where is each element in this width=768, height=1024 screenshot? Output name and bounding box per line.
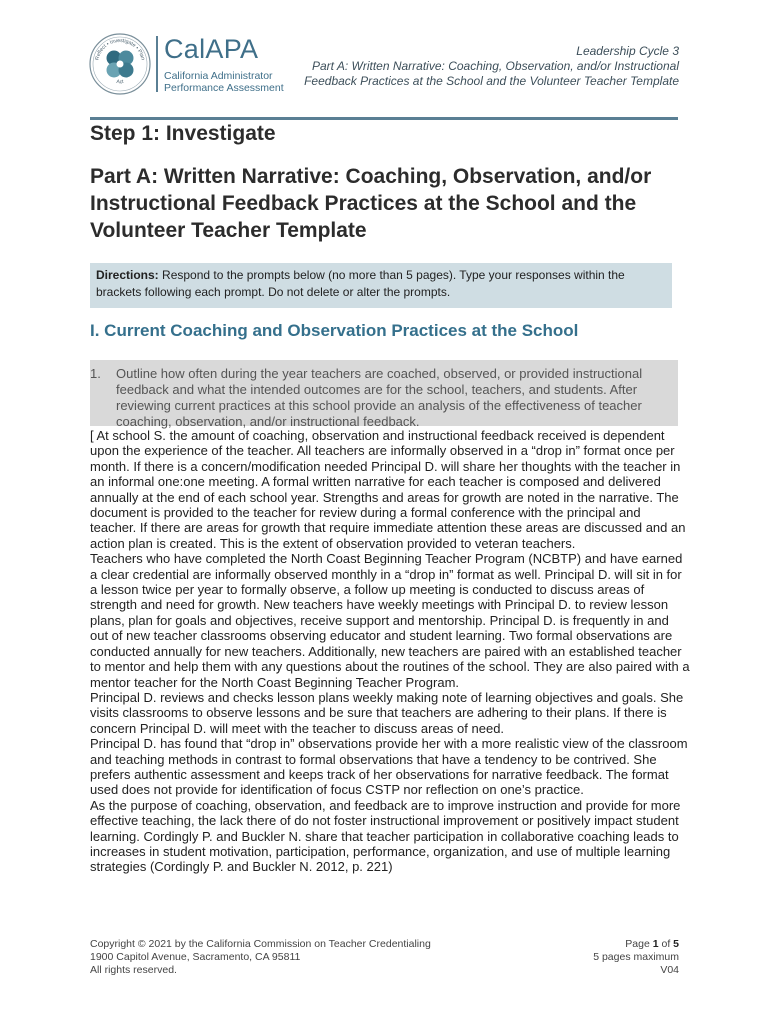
footer-rights: All rights reserved. <box>90 964 177 976</box>
logo-name: CalAPA <box>164 34 259 64</box>
calapa-logo <box>88 32 284 98</box>
logo-divider <box>156 36 158 92</box>
section-heading: I. Current Coaching and Observation Practices at the School <box>90 321 579 340</box>
seal-text-bottom: Act <box>116 78 125 86</box>
directions-text: Respond to the prompts below (no more than 5 pages). Type your responses within the brackets following each prompt. Do not delete or alter the prompts. <box>96 268 625 299</box>
prompt-text: Outline how often during the year teachers are coached, observed, or provided instructional feedback and what the intended outcomes are for the school, teachers, and students. After reviewing current practices at this school provide an analysis of the effectiveness of teacher coaching, observation, and/or instructional feedback. <box>116 366 643 429</box>
header-part-line2: Feedback Practices at the School and the Volunteer Teacher Template <box>304 74 679 88</box>
response-paragraph: Teachers who have completed the North Coast Beginning Teacher Program (NCBTP) and have earned a clear credential are informally observed monthly in a “drop in” format as well. Principal D. will sit in for a lesson twice per year to formally observe, a follow up meeting is conducted to discuss areas of strength and need for growth. New teachers have weekly meetings with Principal D. to review lesson plans, plan for goals and objectives, receive support and mentorship. Principal D. is frequently in and out of new teacher classrooms observing educator and student learning. Two formal observations are conducted annually for new teachers. Additionally, new teachers are paired with an established teacher to mentor and help them with any questions about the routines of the school. They are also paired with a mentor teacher for the North Coast Beginning Teacher Program. <box>90 551 690 690</box>
page-number: 1 <box>652 938 659 950</box>
page-label: Page <box>625 938 653 950</box>
page-of: of <box>658 938 674 950</box>
prompt-box <box>90 360 678 429</box>
response-paragraph: As the purpose of coaching, observation, and feedback are to improve instruction and provide for more effective teaching, the lack there of do not foster instructional improvement or positively impact student learning. Cordingly P. and Buckler N. share that teacher participation in collaborative coaching leads to increases in student motivation, participation, performance, organization, and use of multiple learning strategies (Cordingly P. and Buckler N. 2012, p. 221) <box>90 797 681 875</box>
footer-page-info <box>593 938 679 977</box>
header-cycle: Leadership Cycle 3 <box>576 44 679 58</box>
prompt-number: 1. <box>90 366 101 381</box>
calapa-seal-icon <box>88 32 152 96</box>
logo-subtitle-line2: Performance Assessment <box>164 82 284 94</box>
page-total: 5 <box>673 938 679 950</box>
step-title: Step 1: Investigate <box>90 122 276 145</box>
max-pages: 5 pages maximum <box>593 951 679 963</box>
document-header <box>304 44 679 89</box>
part-title: Part A: Written Narrative: Coaching, Observation, and/or Instructional Feedback Practices at the School and the Volunteer Teacher Template <box>90 165 652 242</box>
footer-copyright <box>90 938 431 977</box>
logo-subtitle <box>164 70 284 94</box>
logo-subtitle-line1: California Administrator <box>164 70 273 82</box>
response-paragraph: Principal D. reviews and checks lesson plans weekly making note of learning objectives and goals. She visits classrooms to observe lessons and be sure that teachers are adhering to their plans. If there is concern Principal D. will meet with the teacher to discuss areas of need. <box>90 689 684 736</box>
directions-label: Directions: <box>96 268 159 282</box>
response-paragraph: [ At school S. the amount of coaching, observation and instructional feedback received is dependent upon the experience of the teacher. All teachers are informally observed in a “drop in” format once per month. If there is a concern/modification needed Principal D. will share her thoughts with the teacher in an informal one:one meeting. A formal written narrative for each teacher is composed and delivered annually at the end of each school year. Strengths and areas for growth are noted in the narrative. The document is provided to the teacher for review during a formal conference with the principal and teacher. If there are areas for growth that require immediate attention these areas are discussed and an action plan is created. This is the extent of observation provided to veteran teachers. <box>90 428 686 551</box>
header-rule <box>90 117 678 120</box>
footer-address: 1900 Capitol Avenue, Sacramento, CA 95811 <box>90 951 301 963</box>
version: V04 <box>660 964 679 976</box>
footer-copyright-line: Copyright © 2021 by the California Commission on Teacher Credentialing <box>90 938 431 950</box>
directions-box <box>90 263 672 308</box>
page-indicator <box>593 938 679 951</box>
seal-text-top: Reflect • Investigate • Plan <box>94 37 146 61</box>
response-paragraph: Principal D. has found that “drop in” observations provide her with a more realistic view of the classroom and teaching methods in contrast to formal observations that have a tendency to be contrived. She prefers authentic assessment and keeps track of her observations for narrative feedback. The format used does not provide for identification of focus CSTP nor reflection on one’s practice. <box>90 736 688 798</box>
response-text[interactable] <box>90 428 690 875</box>
header-part-line1: Part A: Written Narrative: Coaching, Observation, and/or Instructional <box>311 59 679 73</box>
